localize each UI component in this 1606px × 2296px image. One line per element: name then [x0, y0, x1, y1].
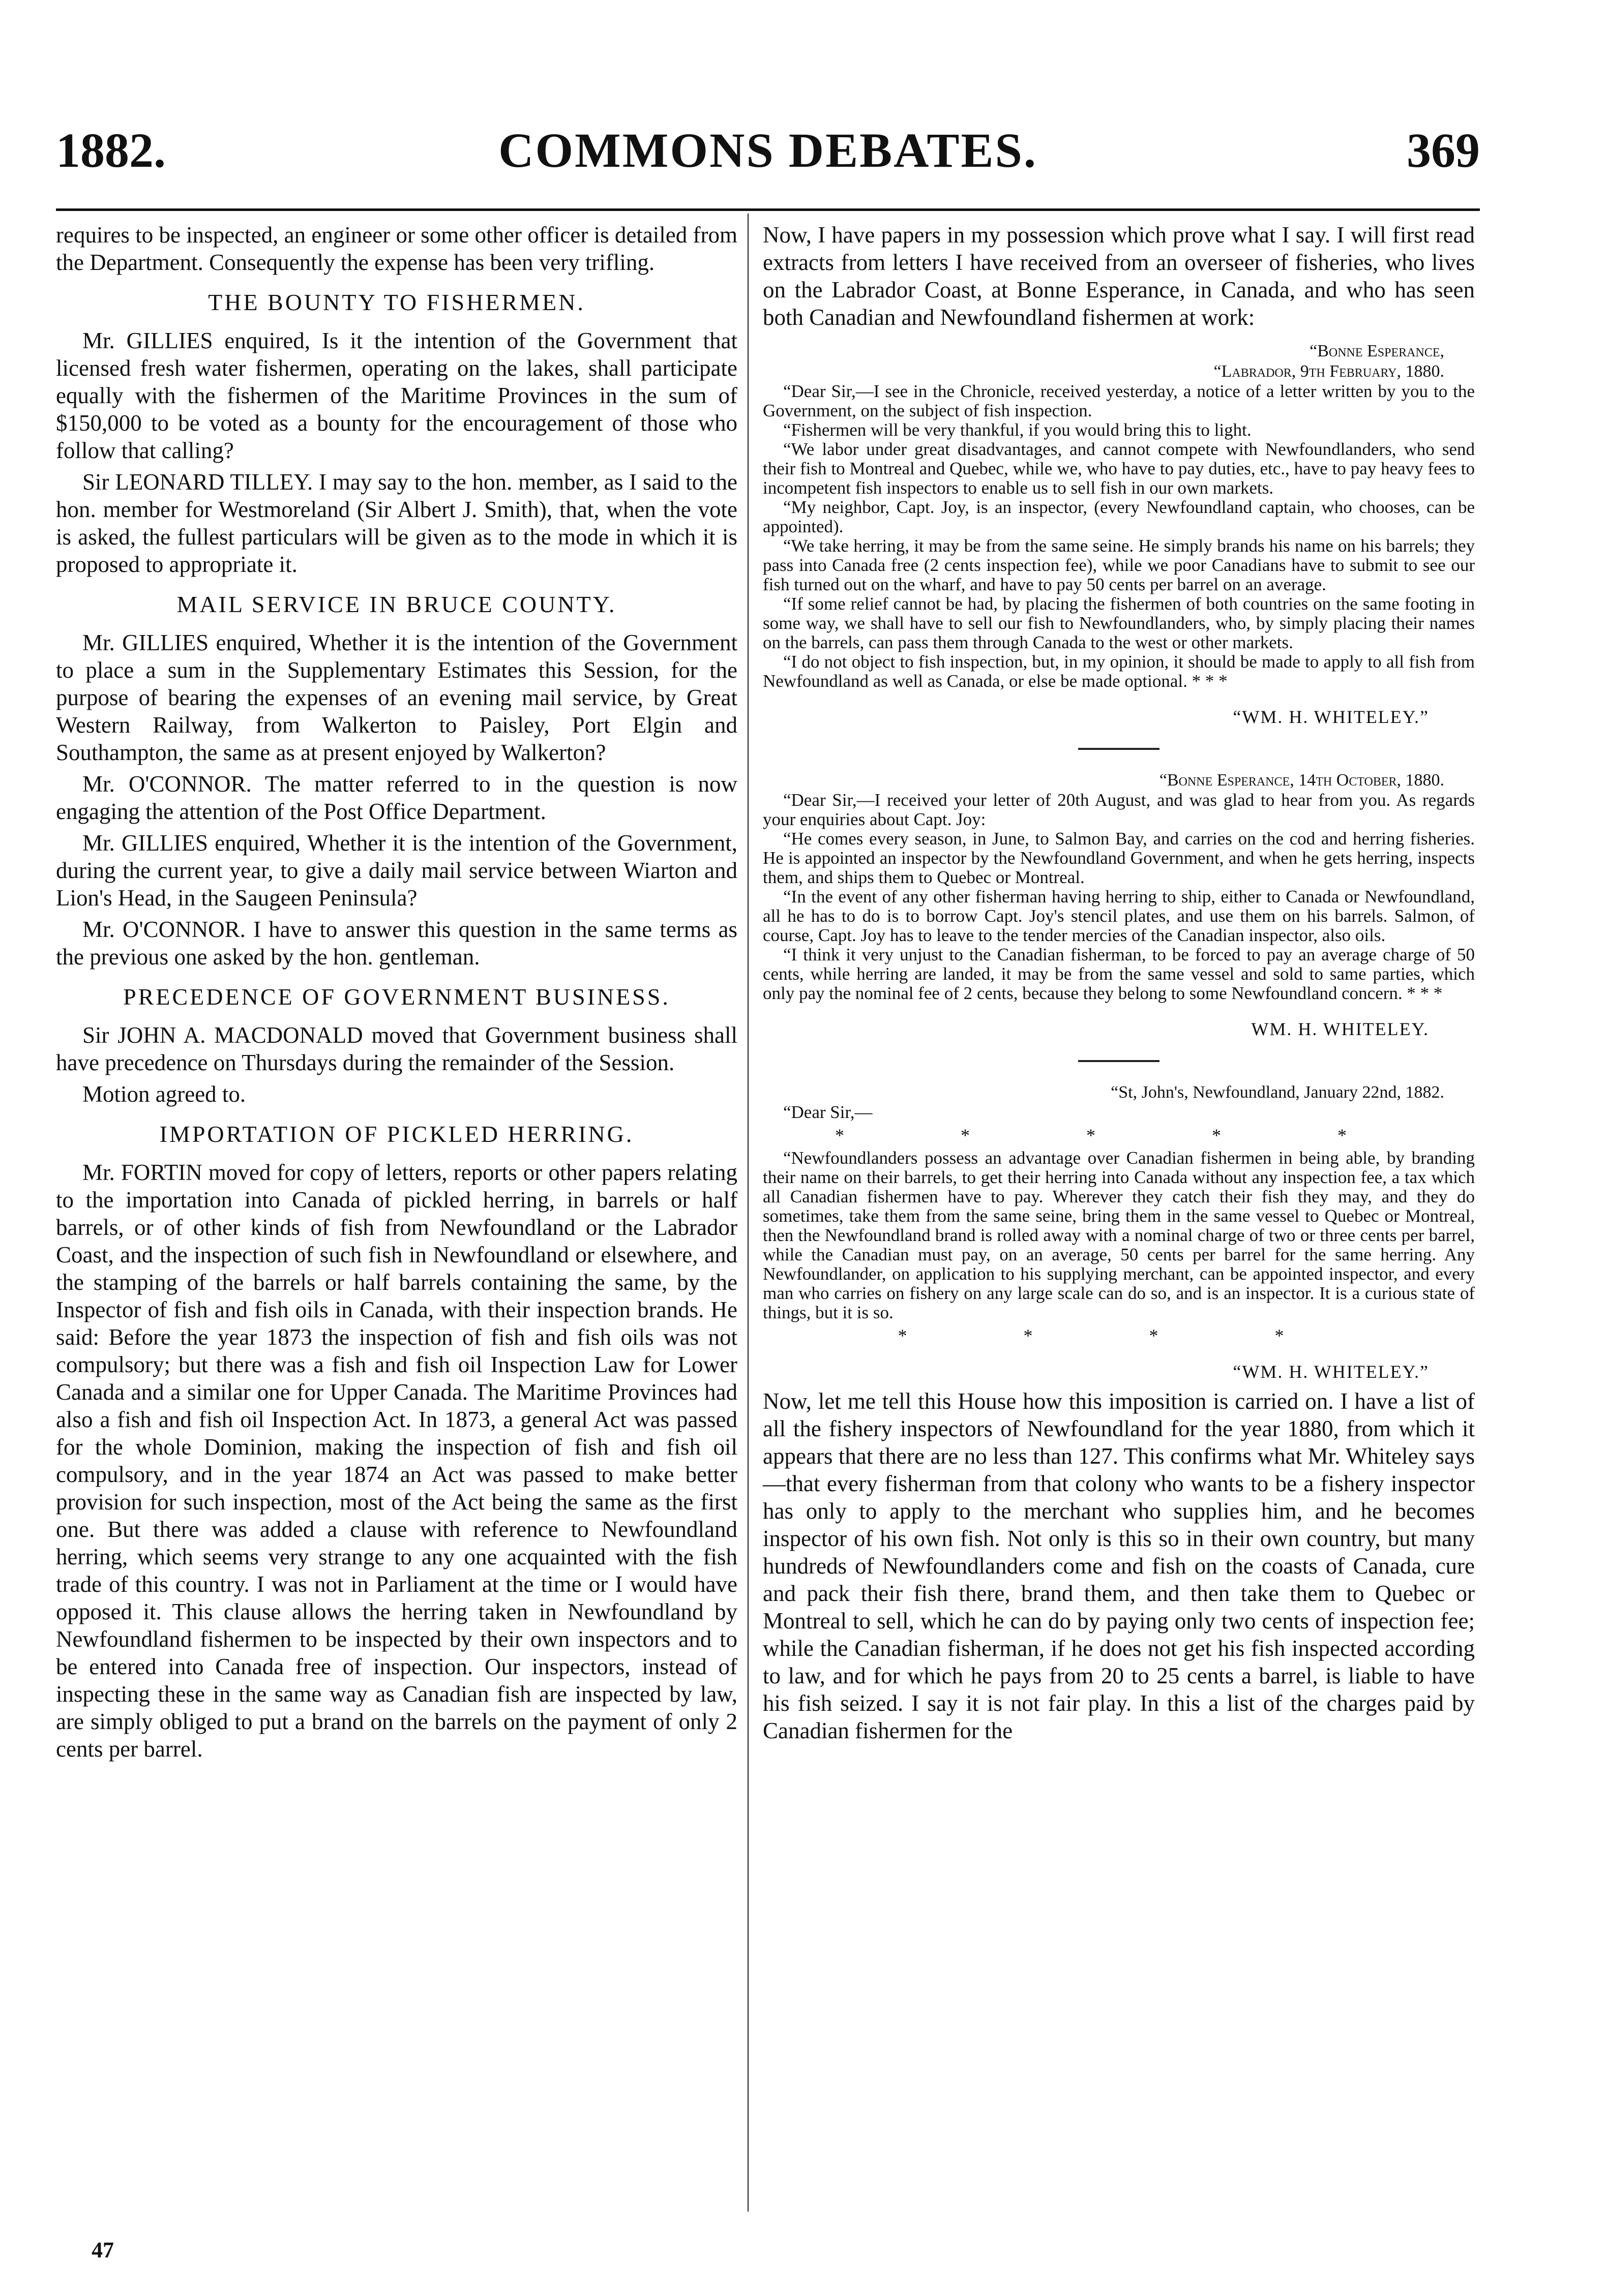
paragraph: Now, let me tell this House how this imposition is carried on. I have a list of all the fishery inspectors of Newfoundland for the year 1880, from which it appears that there are no less than 127. This confirms what Mr. Whiteley says—that every fisherman from that colony who wants to be a fishery inspector has only to apply to the merchant who supplies him, and he becomes inspector of his own fish. Not only is this so in their own country, but many hundreds of Newfoundlanders come and fish on the coasts of Canada, cure and pack their fish there, brand them, and then take them to Quebec or Montreal to sell, which he can do by paying only two cents of inspection fee; while the Canadian fisherman, if he does not get his fish inspected according to law, and for which he pays from 20 to 25 cents a barrel, is liable to have his fish seized. I say it is not fair play. In this a list of the charges paid by Canadian fishermen for the — [763, 1388, 1475, 1743]
letter-paragraph: “If some relief cannot be had, by placing the fishermen of both countries on the same footing in some way, we shall have to sell our fish to Newfoundlanders, who, by simply placing their names on the barrels, can pass them through Canada to the west or other markets. — [763, 594, 1475, 652]
ellipsis-stars: * * * * * — [835, 1125, 1403, 1145]
paragraph: Mr. GILLIES enquired, Is it the intention of the Government that licensed fresh water fishermen, operating on the lakes, shall participate equally with the fishermen of the Maritime Provinces in the sum of $150,000 to be voted as a bounty for the encouragement of those who follow that calling? — [56, 328, 737, 463]
letter-1 — [763, 341, 1475, 728]
letter-3 — [763, 1082, 1475, 1382]
section-heading-precedence: PRECEDENCE OF GOVERNMENT BUSINESS. — [123, 984, 670, 1010]
header-year: 1882. — [56, 123, 166, 177]
letter-paragraph: “He comes every season, in June, to Salmon Bay, and carries on the cod and herring fisheries. He is appointed an inspector by the Newfoundland Government, and when he gets herring, inspects them, and ships them to Quebec or Montreal. — [763, 829, 1475, 887]
signature-mark: 47 — [92, 2238, 114, 2262]
letter-2 — [763, 770, 1475, 1040]
letter-date: “St, John's, Newfoundland, January 22nd, 1882. — [1111, 1083, 1444, 1102]
paragraph: Mr. O'CONNOR. The matter referred to in the question is now engaging the attention of the Post Office Department. — [56, 771, 737, 824]
letter-place: “Bonne Esperance, — [1310, 342, 1444, 360]
column-divider — [748, 214, 749, 2212]
paragraph: Now, I have papers in my possession which prove what I say. I will first read extracts from letters I have received from an overseer of fisheries, who lives on the Labrador Coast, at Bonne Esperance, in Canada, and who has seen both Canadian and Newfoundland fishermen at work: — [763, 222, 1475, 330]
letter-date: “Labrador, 9th February, 1880. — [1213, 362, 1444, 381]
paragraph: Sir LEONARD TILLEY. I may say to the hon. member, as I said to the hon. member for Westmoreland (Sir Albert J. Smith), that, when the vote is asked, the fullest particulars will be given as to the mode in which it is proposed to appropriate it. — [56, 469, 737, 577]
paragraph: Mr. GILLIES enquired, Whether it is the intention of the Government, during the current year, to give a daily mail service between Wiarton and Lion's Head, in the Saugeen Peninsula? — [56, 830, 737, 911]
right-column — [763, 221, 1475, 1748]
ellipsis-stars: * * * * — [898, 1325, 1340, 1346]
letter-paragraph: “Dear Sir,—I see in the Chronicle, received yesterday, a notice of a letter written by you to the Government, on the subject of fish inspection. — [763, 381, 1475, 420]
section-heading-herring: IMPORTATION OF PICKLED HERRING. — [159, 1121, 634, 1147]
section-heading-mail-service: MAIL SERVICE IN BRUCE COUNTY. — [176, 591, 617, 617]
header-page-number: 369 — [1407, 123, 1480, 177]
letter-signature: “WM. H. WHITELEY.” — [1233, 707, 1429, 727]
letter-date: “Bonne Esperance, 14th October, 1880. — [1159, 771, 1444, 790]
letter-paragraph: “We labor under great disadvantages, and cannot compete with Newfoundlanders, who send their fish to Montreal and Quebec, while we, who have to pay duties, etc., have to pay heavy fees to incompetent fish inspectors to enable us to sell fish in our own markets. — [763, 439, 1475, 498]
paragraph: Mr. O'CONNOR. I have to answer this question in the same terms as the previous one asked by the hon. gentleman. — [56, 917, 737, 970]
separator-rule — [1078, 1060, 1159, 1062]
section-heading-bounty: THE BOUNTY TO FISHERMEN. — [208, 289, 585, 315]
separator-rule — [1078, 748, 1159, 750]
left-column — [56, 221, 737, 1767]
paragraph: requires to be inspected, an engineer or some other officer is detailed from the Department. Consequently the expense has been very trifling. — [56, 222, 737, 275]
header-rule — [56, 208, 1480, 211]
letter-signature: “WM. H. WHITELEY.” — [1233, 1362, 1429, 1382]
letter-paragraph: “Fishermen will be very thankful, if you would bring this to light. — [783, 420, 1252, 440]
letter-paragraph: “I think it very unjust to the Canadian fisherman, to be forced to pay an average charge of 50 cents, while herring are landed, it may be from the same vessel and sold to same parties, which only pay the nominal fee of 2 cents, because they belong to some Newfoundland concern. * * * — [763, 945, 1475, 1003]
header-title: COMMONS DEBATES. — [498, 123, 1037, 177]
paragraph: Sir JOHN A. MACDONALD moved that Government business shall have precedence on Thursdays during the remainder of the Session. — [56, 1022, 737, 1075]
letter-signature: WM. H. WHITELEY. — [1251, 1019, 1429, 1039]
running-header — [56, 122, 1480, 203]
letter-paragraph: “Dear Sir,—I received your letter of 20th August, and was glad to hear from you. As regards your enquiries about Capt. Joy: — [763, 790, 1475, 829]
letter-paragraph: “I do not object to fish inspection, but, in my opinion, it should be made to apply to all fish from Newfoundland as well as Canada, or else be made optional. * * * — [763, 652, 1475, 691]
letter-paragraph: “In the event of any other fisherman having herring to ship, either to Canada or Newfoundland, all he has to do is to borrow Capt. Joy's stencil plates, and use them on his barrels. Salmon, of course, Capt. Joy has to leave to the tender mercies of the Canadian inspector, also oils. — [763, 887, 1475, 945]
paragraph: Motion agreed to. — [82, 1081, 246, 1107]
letter-paragraph: “Newfoundlanders possess an advantage over Canadian fishermen in being able, by branding their name on their barrels, to get their herring into Canada without any inspection fee, a tax which all Canadian fishermen have to pay. Wherever they catch their fish they may, and they do sometimes, take them from the same seine, bring them in the same vessel to Quebec or Montreal, then the Newfoundland brand is rolled away with a nominal charge of two or three cents per barrel, while the Canadian must pay, on an average, 50 cents per barrel for the same herring. Any Newfoundlander, on application to his supplying merchant, can be appointed inspector, and every man who carries on fishery on any large scale can do so, and is an inspector. It is a curious state of things, but it is so. — [763, 1148, 1475, 1322]
letter-paragraph: “We take herring, it may be from the same seine. He simply brands his name on his barrels; they pass into Canada free (2 cents inspection fee), while we poor Canadians have to submit to see our fish turned out on the wharf, and have to pay 50 cents per barrel on an average. — [763, 536, 1475, 594]
paragraph: Mr. GILLIES enquired, Whether it is the intention of the Government to place a sum in the Supplementary Estimates this Session, for the purpose of bearing the expenses of an evening mail service, by Great Western Railway, from Walkerton to Paisley, Port Elgin and Southampton, the same as at present enjoyed by Walkerton? — [56, 630, 737, 765]
letter-salutation: “Dear Sir,— — [783, 1102, 873, 1122]
paragraph: Mr. FORTIN moved for copy of letters, reports or other papers relating to the importation into Canada of pickled herring, in barrels or half barrels, or of other kinds of fish from Newfoundland or the Labrador Coast, and the inspection of such fish in Newfoundland or elsewhere, and the stamping of the barrels or half barrels containing the same, by the Inspector of fish and fish oils in Canada, with their inspection brands. He said: Before the year 1873 the inspection of fish and fish oils was not compulsory; but there was a fish and fish oil Inspection Law for Lower Canada and a similar one for Upper Canada. The Maritime Provinces had also a fish and fish oil Inspection Act. In 1873, a general Act was passed for the whole Dominion, making the inspection of fish and fish oil compulsory, and in the year 1874 an Act was passed to make better provision for such inspection, most of the Act being the same as the first one. But there was added a clause with reference to Newfoundland herring, which seems very strange to any one acquainted with the fish trade of this country. I was not in Parliament at the time or I would have opposed it. This clause allows the herring taken in Newfoundland by Newfoundland fishermen to be inspected by their own inspectors and to be entered into Canada free of inspection. Our inspectors, instead of inspecting these in the same way as Canadian fish are inspected by law, are simply obliged to put a brand on the barrels on the payment of only 2 cents per barrel. — [56, 1160, 737, 1762]
letter-paragraph: “My neighbor, Capt. Joy, is an inspector, (every Newfoundland captain, who chooses, can be appointed). — [763, 497, 1475, 536]
